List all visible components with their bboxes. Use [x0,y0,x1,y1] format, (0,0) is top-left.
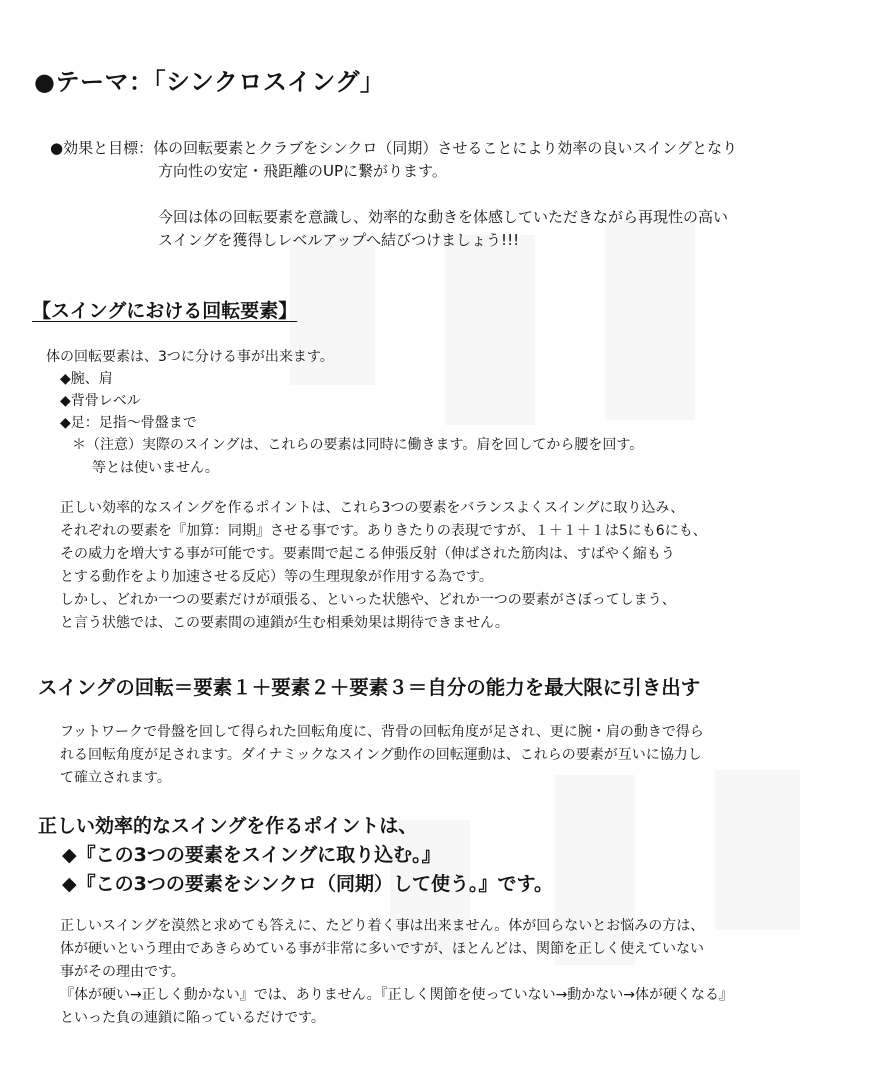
showthrough-panel-2 [445,235,535,425]
section2-para-3: て確立されます。 [60,770,171,786]
effect-line-3: 今回は体の回転要素を意識し、効率的な動きを体感していただきながら再現性の高い [158,208,729,226]
page-title: ●テーマ：「シンクロスイング」 [34,68,385,96]
section1-para-6: と言う状態では、この要素間の連鎖が生む相乗効果は期待できません。 [60,615,509,631]
section1-para-3: その威力を増大する事が可能です。要素間で起こる伸張反射（伸ばされた筋肉は、すばやく縮もう [60,546,675,562]
section1-para-2: それぞれの要素を『加算：同期』させる事です。ありきたりの表現ですが、１＋１＋１は5にも6にも、 [60,523,707,539]
effect-line-1: ●効果と目標：体の回転要素とクラブをシンクロ（同期）させることにより効率の良いスイングとなり [50,139,738,157]
section1-heading: 【スイングにおける回転要素】 [32,300,298,322]
section1-item-2: ◆背骨レベル [60,393,141,409]
showthrough-panel-3 [605,220,695,420]
effect-line-2: 方向性の安定・飛距離のUPに繋がります。 [158,162,447,180]
section1-para-5: しかし、どれか一つの要素だけが頑張る、といった状態や、どれか一つの要素がさぼってしまう、 [60,592,676,608]
section3-point-1: ◆『この3つの要素をスイングに取り込む。』 [62,844,441,866]
section3-para-3: 事がその理由です。 [60,964,185,980]
section1-para-1: 正しい効率的なスイングを作るポイントは、これら3つの要素をバランスよくスイングに取り込み、 [60,500,685,516]
section3-heading: 正しい効率的なスイングを作るポイントは、 [38,815,418,837]
section1-item-3: ◆足：足指～骨盤まで [60,415,197,431]
section1-intro: 体の回転要素は、3つに分ける事が出来ます。 [46,349,334,365]
section1-para-4: とする動作をより加速させる反応）等の生理現象が作用する為です。 [60,569,493,585]
section1-item-1: ◆腕、肩 [60,371,113,387]
section3-para-4: 『体が硬い→正しく動かない』では、ありません。『正しく関節を使っていない→動かない→体が硬くなる』 [60,987,734,1003]
section2-heading: スイングの回転＝要素１＋要素２＋要素３＝自分の能力を最大限に引き出す [38,676,701,699]
effect-line-4: スイングを獲得しレベルアップへ結びつけましょう!!! [158,231,520,249]
section3-para-2: 体が硬いという理由であきらめている事が非常に多いですが、ほとんどは、関節を正しく使えていない [60,941,704,957]
section3-para-5: といった負の連鎖に陥っているだけです。 [60,1010,325,1026]
section1-note-2: 等とは使いません。 [92,460,219,476]
section3-para-1: 正しいスイングを漠然と求めても答えに、たどり着く事は出来ません。体が回らないとお悩みの方は、 [60,918,705,934]
showthrough-panel-5 [715,770,800,930]
section1-note-1: ＊（注意）実際のスイングは、これらの要素は同時に働きます。肩を回してから腰を回す。 [72,437,644,453]
section2-para-2: れる回転角度が足されます。ダイナミックなスイング動作の回転運動は、これらの要素が互いに協力し [60,747,702,763]
showthrough-panel-4 [555,775,635,965]
section2-para-1: フットワークで骨盤を回して得られた回転角度に、背骨の回転角度が足され、更に腕・肩の動きで得ら [60,724,704,740]
section3-point-2: ◆『この3つの要素をシンクロ（同期）して使う。』です。 [62,873,553,895]
